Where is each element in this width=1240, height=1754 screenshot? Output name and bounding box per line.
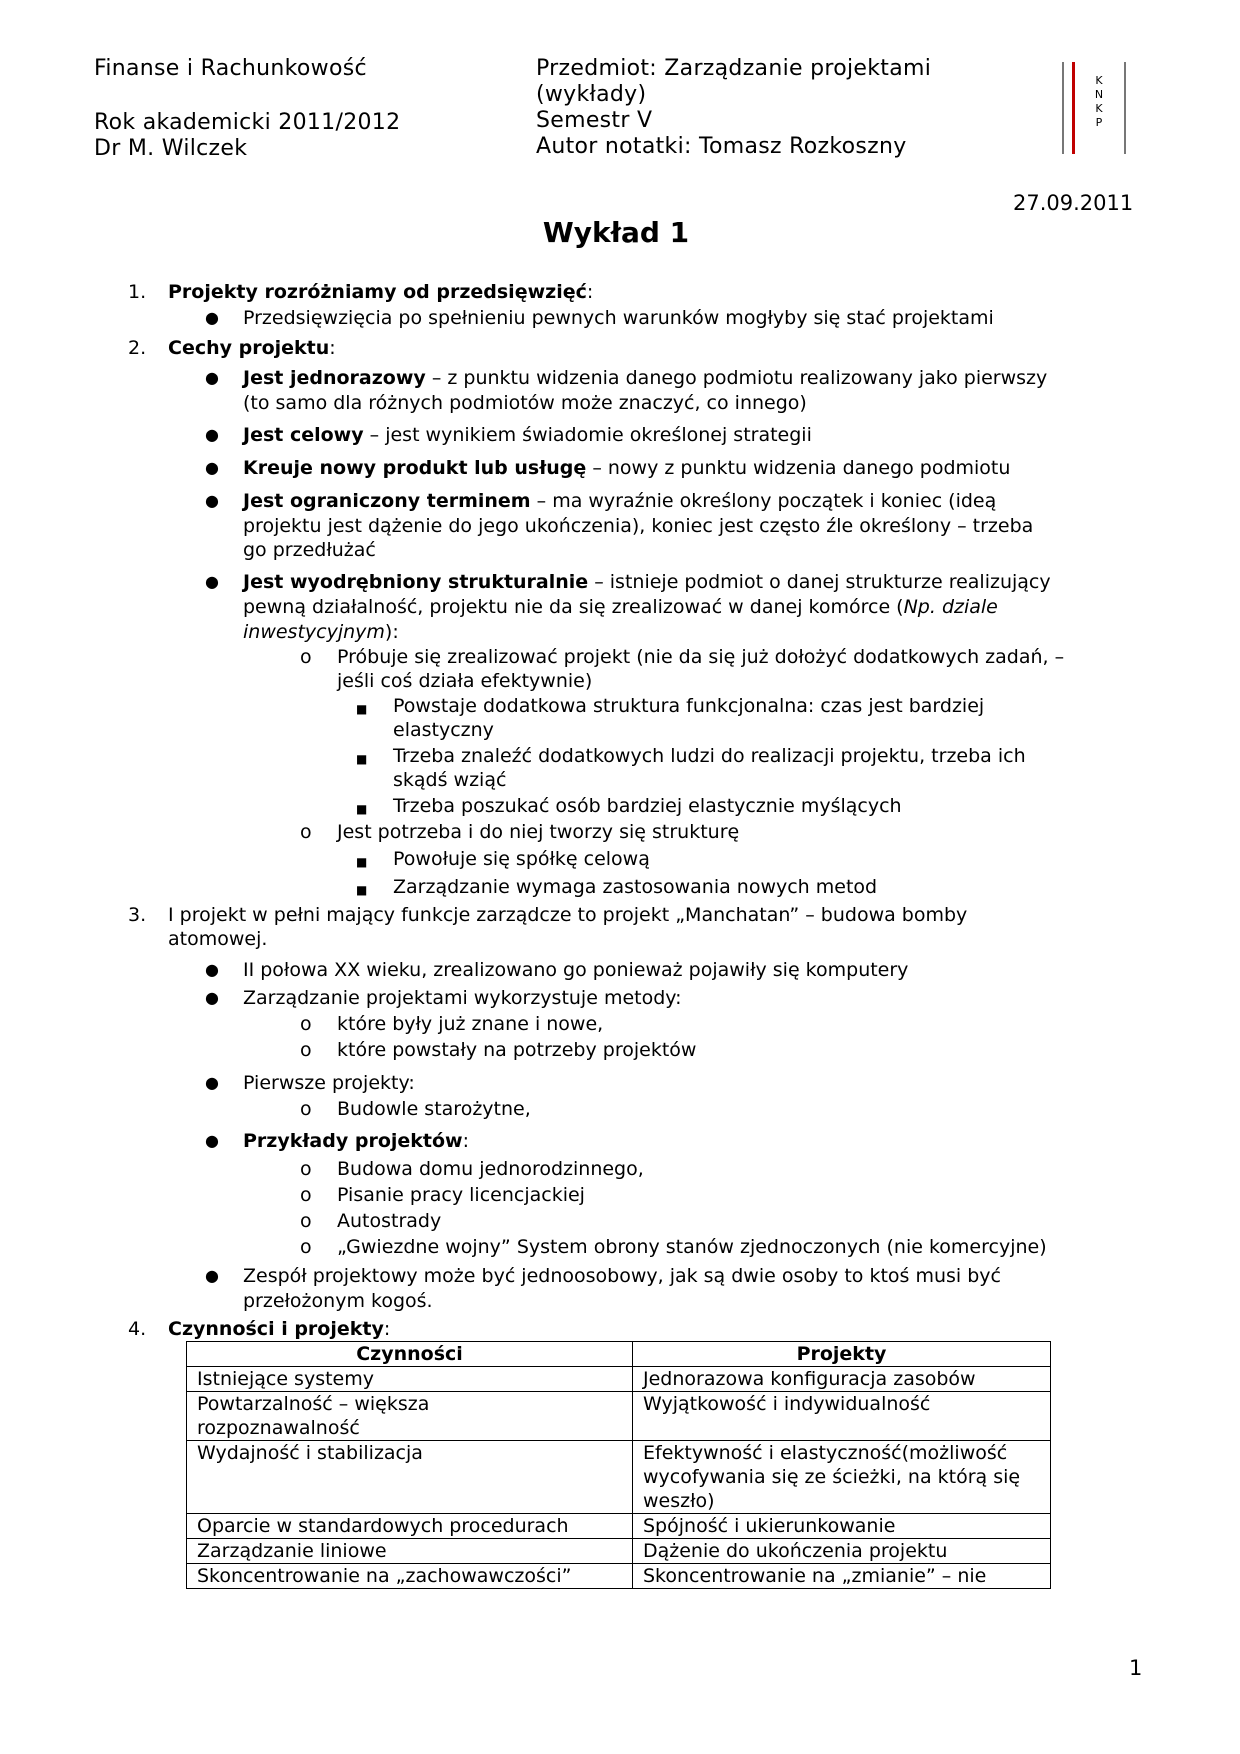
comparison-table	[186, 1341, 1051, 1589]
section-text-cont: atomowej.	[168, 928, 268, 950]
list-item: Pierwsze projekty:	[243, 1072, 415, 1094]
list-item-cont: jeśli coś działa efektywnie)	[337, 670, 593, 692]
list-item: Trzeba poszukać osób bardziej elastycznie myślących	[393, 795, 902, 817]
bullet-icon: ●	[205, 1073, 219, 1092]
logo-letters: K N K P	[1094, 74, 1104, 129]
list-item-cont: elastyczny	[393, 719, 494, 741]
list-item-cont: go przedłużać	[243, 539, 376, 561]
bullet-icon: ●	[205, 960, 219, 979]
table-cell: Istniejące systemy	[187, 1367, 633, 1392]
table-header-row	[187, 1342, 1051, 1367]
bullet-icon: ●	[205, 368, 219, 387]
table-cell: Oparcie w standardowych procedurach	[187, 1514, 633, 1539]
table-cell: Dążenie do ukończenia projektu	[633, 1539, 1051, 1564]
list-item-cont: przełożonym kogoś.	[243, 1290, 433, 1312]
circle-bullet-icon: o	[300, 1236, 312, 1258]
list-item: Kreuje nowy produkt lub usługę – nowy z punktu widzenia danego podmiotu	[243, 457, 1011, 479]
list-item: Trzeba znaleźć dodatkowych ludzi do realizacji projektu, trzeba ich	[393, 745, 1026, 767]
list-item-cont: (to samo dla różnych podmiotów może znaczyć, co innego)	[243, 392, 807, 414]
subject-type: (wykłady)	[536, 82, 647, 107]
list-item: Jest celowy – jest wynikiem świadomie określonej strategii	[243, 424, 812, 446]
table-row	[187, 1367, 1051, 1392]
bullet-icon: ●	[205, 425, 219, 444]
bullet-icon: ●	[205, 308, 219, 327]
bullet-icon: ●	[205, 458, 219, 477]
circle-bullet-icon: o	[300, 1210, 312, 1232]
list-item-cont: skądś wziąć	[393, 769, 507, 791]
section-number: 4.	[128, 1318, 147, 1340]
list-item: Budowa domu jednorodzinnego,	[337, 1158, 644, 1180]
table-row	[187, 1392, 1051, 1441]
page-title: Wykład 1	[542, 216, 690, 249]
table-cell: Skoncentrowanie na „zachowawczości”	[187, 1564, 633, 1589]
bullet-icon: ●	[205, 1266, 219, 1285]
list-item: Zespół projektowy może być jednoosobowy, jak są dwie osoby to ktoś musi być	[243, 1265, 1001, 1287]
list-item: Powołuje się spółkę celową	[393, 848, 650, 870]
list-item: Autostrady	[337, 1210, 442, 1232]
header-right	[536, 56, 931, 160]
list-item: Przykłady projektów:	[243, 1130, 470, 1152]
circle-bullet-icon: o	[300, 1184, 312, 1206]
table-cell: Jednorazowa konfiguracja zasobów	[633, 1367, 1051, 1392]
section-heading: Cechy projektu:	[168, 337, 336, 359]
square-bullet-icon: ■	[356, 752, 368, 766]
list-item: Jest potrzeba i do niej tworzy się strukturę	[337, 821, 740, 843]
list-item: Jest jednorazowy – z punktu widzenia danego podmiotu realizowany jako pierwszy	[243, 367, 1048, 389]
circle-bullet-icon: o	[300, 1098, 312, 1120]
logo-bar-right	[1124, 62, 1126, 154]
section-heading: Projekty rozróżniamy od przedsięwzięć:	[168, 281, 594, 303]
semester: Semestr V	[536, 108, 653, 133]
circle-bullet-icon: o	[300, 1158, 312, 1180]
list-item-cont: pewną działalność, projektu nie da się zrealizować w danej komórce (Np. dziale	[243, 596, 998, 618]
lecturer: Dr M. Wilczek	[94, 136, 248, 161]
list-item: Zarządzanie projektami wykorzystuje metody:	[243, 987, 682, 1009]
bullet-icon: ●	[205, 988, 219, 1007]
academic-year: Rok akademicki 2011/2012	[94, 110, 401, 135]
square-bullet-icon: ■	[356, 802, 368, 816]
faculty: Finanse i Rachunkowość	[94, 56, 367, 81]
logo-bar-left	[1062, 62, 1064, 154]
square-bullet-icon: ■	[356, 702, 368, 716]
circle-bullet-icon: o	[300, 1039, 312, 1061]
column-header: Projekty	[633, 1342, 1051, 1367]
section-text: I projekt w pełni mający funkcje zarządcze to projekt „Manchatan” – budowa bomby	[168, 904, 968, 926]
section-heading: Czynności i projekty:	[168, 1318, 391, 1340]
table-row	[187, 1441, 1051, 1514]
table-row	[187, 1564, 1051, 1589]
square-bullet-icon: ■	[356, 883, 368, 897]
table-cell: Wyjątkowość i indywidualność	[633, 1392, 1051, 1441]
list-item: Jest wyodrębniony strukturalnie – istnieje podmiot o danej strukturze realizujący	[243, 571, 1051, 593]
page-number: 1	[1129, 1656, 1143, 1680]
lecture-date: 27.09.2011	[1013, 191, 1134, 215]
list-item: Przedsięwzięcia po spełnieniu pewnych warunków mogłyby się stać projektami	[243, 307, 994, 329]
bullet-icon: ●	[205, 572, 219, 591]
bullet-icon: ●	[205, 1131, 219, 1150]
list-item: „Gwiezdne wojny” System obrony stanów zjednoczonych (nie komercyjne)	[337, 1236, 1047, 1258]
square-bullet-icon: ■	[356, 855, 368, 869]
list-item: które były już znane i nowe,	[337, 1013, 604, 1035]
list-item: które powstały na potrzeby projektów	[337, 1039, 697, 1061]
table-row	[187, 1539, 1051, 1564]
list-item: Powstaje dodatkowa struktura funkcjonalna: czas jest bardziej	[393, 695, 985, 717]
table-row	[187, 1514, 1051, 1539]
table-cell: Wydajność i stabilizacja	[187, 1441, 633, 1514]
list-item: II połowa XX wieku, zrealizowano go ponieważ pojawiły się komputery	[243, 959, 909, 981]
table-cell: Skoncentrowanie na „zmianie” – nie	[633, 1564, 1051, 1589]
section-number: 3.	[128, 904, 147, 926]
logo-bar-red	[1072, 62, 1075, 154]
list-item-cont: inwestycyjnym):	[243, 621, 399, 643]
subject: Przedmiot: Zarządzanie projektami	[536, 56, 932, 81]
section-number: 2.	[128, 337, 147, 359]
table-cell: Powtarzalność – większa rozpoznawalność	[187, 1392, 633, 1441]
list-item: Jest ograniczony terminem – ma wyraźnie określony początek i koniec (ideą	[243, 490, 997, 512]
header-left	[94, 56, 400, 162]
list-item: Zarządzanie wymaga zastosowania nowych metod	[393, 876, 878, 898]
column-header: Czynności	[187, 1342, 633, 1367]
note-author: Autor notatki: Tomasz Rozkoszny	[536, 134, 907, 159]
bullet-icon: ●	[205, 491, 219, 510]
circle-bullet-icon: o	[300, 821, 312, 843]
knkp-logo	[1062, 62, 1126, 154]
table-cell: Spójność i ukierunkowanie	[633, 1514, 1051, 1539]
table-cell: Efektywność i elastyczność(możliwość wycofywania się ze ścieżki, na którą się weszło)	[633, 1441, 1051, 1514]
section-number: 1.	[128, 281, 147, 303]
list-item: Budowle starożytne,	[337, 1098, 531, 1120]
list-item-cont: projektu jest dążenie do jego ukończenia), koniec jest często źle określony – trzeba	[243, 515, 1034, 537]
circle-bullet-icon: o	[300, 646, 312, 668]
table-cell: Zarządzanie liniowe	[187, 1539, 633, 1564]
circle-bullet-icon: o	[300, 1013, 312, 1035]
list-item: Próbuje się zrealizować projekt (nie da się już dołożyć dodatkowych zadań, –	[337, 646, 1065, 668]
list-item: Pisanie pracy licencjackiej	[337, 1184, 585, 1206]
